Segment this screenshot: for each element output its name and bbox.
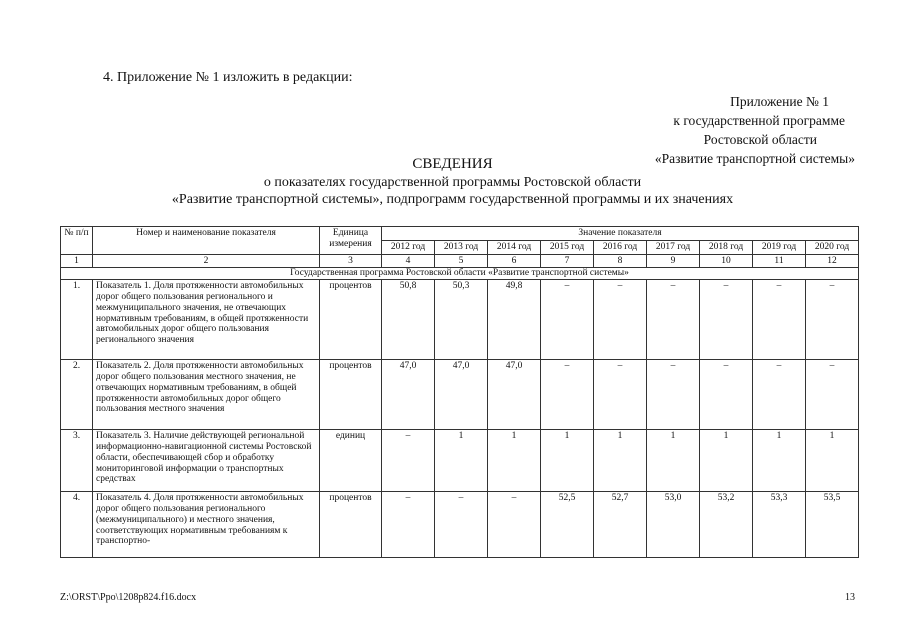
column-number: 1 <box>61 254 93 268</box>
row-value: 47,0 <box>382 360 435 430</box>
column-number: 11 <box>753 254 806 268</box>
row-name: Показатель 2. Доля протяженности автомобильных дорог общего пользования местного значения, не отвечающих нормативным требованиям, в общей протяженности автомобильных дорог общего пользования местного значения <box>93 360 320 430</box>
row-unit: процентов <box>320 360 382 430</box>
row-value: 1 <box>488 430 541 492</box>
footer-file-path: Z:\ORST\Ppo\1208p824.f16.docx <box>60 592 197 603</box>
row-value: 53,0 <box>647 492 700 558</box>
row-value: 47,0 <box>488 360 541 430</box>
row-value: 50,3 <box>435 280 488 360</box>
column-number: 7 <box>541 254 594 268</box>
row-value: – <box>753 280 806 360</box>
row-value: – <box>647 280 700 360</box>
indicators-table <box>60 226 859 558</box>
row-value: – <box>488 492 541 558</box>
table-row <box>61 280 859 360</box>
row-value: 50,8 <box>382 280 435 360</box>
row-value: – <box>382 430 435 492</box>
table-row <box>61 430 859 492</box>
document-subtitle-2: «Развитие транспортной системы», подпрограмм государственной программы и их значениях <box>171 192 734 207</box>
row-num: 1. <box>61 280 93 360</box>
row-num: 3. <box>61 430 93 492</box>
row-num: 2. <box>61 360 93 430</box>
header-year: 2016 год <box>594 240 647 254</box>
row-value: – <box>382 492 435 558</box>
column-number: 3 <box>320 254 382 268</box>
section-row <box>61 268 859 280</box>
footer-page-number: 13 <box>845 592 855 603</box>
row-value: – <box>541 280 594 360</box>
column-number: 12 <box>806 254 859 268</box>
column-number: 6 <box>488 254 541 268</box>
header-year: 2014 год <box>488 240 541 254</box>
row-name: Показатель 1. Доля протяженности автомобильных дорог общего пользования регионального и межмуниципального значения, не отвечающих нормативным требованиям, в общей протяженности автомобильных дорог общего пользования регионального значения <box>93 280 320 360</box>
appendix-line-3: Ростовской области <box>703 132 817 147</box>
row-value: – <box>806 280 859 360</box>
row-unit: процентов <box>320 492 382 558</box>
table-row <box>61 360 859 430</box>
appendix-line-1: Приложение № 1 <box>730 94 829 109</box>
column-number: 8 <box>594 254 647 268</box>
header-num: № п/п <box>61 227 93 255</box>
appendix-line-2: к государственной программе <box>673 113 845 128</box>
row-value: – <box>541 360 594 430</box>
row-value: – <box>594 280 647 360</box>
row-value: – <box>594 360 647 430</box>
row-value: 1 <box>753 430 806 492</box>
row-value: 52,5 <box>541 492 594 558</box>
column-number: 4 <box>382 254 435 268</box>
row-value: 52,7 <box>594 492 647 558</box>
column-number: 2 <box>93 254 320 268</box>
table-header-row <box>61 227 859 241</box>
row-value: 1 <box>806 430 859 492</box>
row-name: Показатель 3. Наличие действующей региональной информационно-навигационной системы Ростовской области, обеспечивающей сбор и обработку мониторинговой информации о транспортных средствах <box>93 430 320 492</box>
page-bottom-margin <box>0 581 905 640</box>
row-value: – <box>647 360 700 430</box>
row-value: 53,2 <box>700 492 753 558</box>
header-year: 2017 год <box>647 240 700 254</box>
document-title: СВЕДЕНИЯ <box>412 156 493 172</box>
header-name: Номер и наименование показателя <box>93 227 320 255</box>
row-unit: процентов <box>320 280 382 360</box>
row-value: 1 <box>647 430 700 492</box>
intro-text: 4. Приложение № 1 изложить в редакции: <box>103 70 353 85</box>
row-value: – <box>435 492 488 558</box>
row-value: 1 <box>541 430 594 492</box>
row-value: 49,8 <box>488 280 541 360</box>
row-value: – <box>806 360 859 430</box>
row-value: 1 <box>594 430 647 492</box>
header-values: Значение показателя <box>382 227 859 241</box>
row-value: 1 <box>700 430 753 492</box>
header-year: 2012 год <box>382 240 435 254</box>
row-value: 1 <box>435 430 488 492</box>
appendix-line-4: «Развитие транспортной системы» <box>654 151 855 166</box>
document-subtitle-1: о показателях государственной программы Ростовской области <box>263 175 642 190</box>
header-unit: Единица измерения <box>320 227 382 255</box>
table-row <box>61 492 859 558</box>
row-unit: единиц <box>320 430 382 492</box>
column-number: 10 <box>700 254 753 268</box>
row-name: Показатель 4. Доля протяженности автомобильных дорог общего пользования регионального (межмуниципального) и местного значения, соответствующих нормативным требованиям к транспортно- <box>93 492 320 558</box>
row-value: 47,0 <box>435 360 488 430</box>
column-number: 9 <box>647 254 700 268</box>
row-value: 53,3 <box>753 492 806 558</box>
section-title: Государственная программа Ростовской области «Развитие транспортной системы» <box>61 268 859 280</box>
row-value: – <box>700 280 753 360</box>
header-year: 2015 год <box>541 240 594 254</box>
column-numbers-row <box>61 254 859 268</box>
header-year: 2019 год <box>753 240 806 254</box>
row-value: – <box>753 360 806 430</box>
row-num: 4. <box>61 492 93 558</box>
header-year: 2020 год <box>806 240 859 254</box>
header-year: 2018 год <box>700 240 753 254</box>
header-year: 2013 год <box>435 240 488 254</box>
row-value: 53,5 <box>806 492 859 558</box>
row-value: – <box>700 360 753 430</box>
column-number: 5 <box>435 254 488 268</box>
